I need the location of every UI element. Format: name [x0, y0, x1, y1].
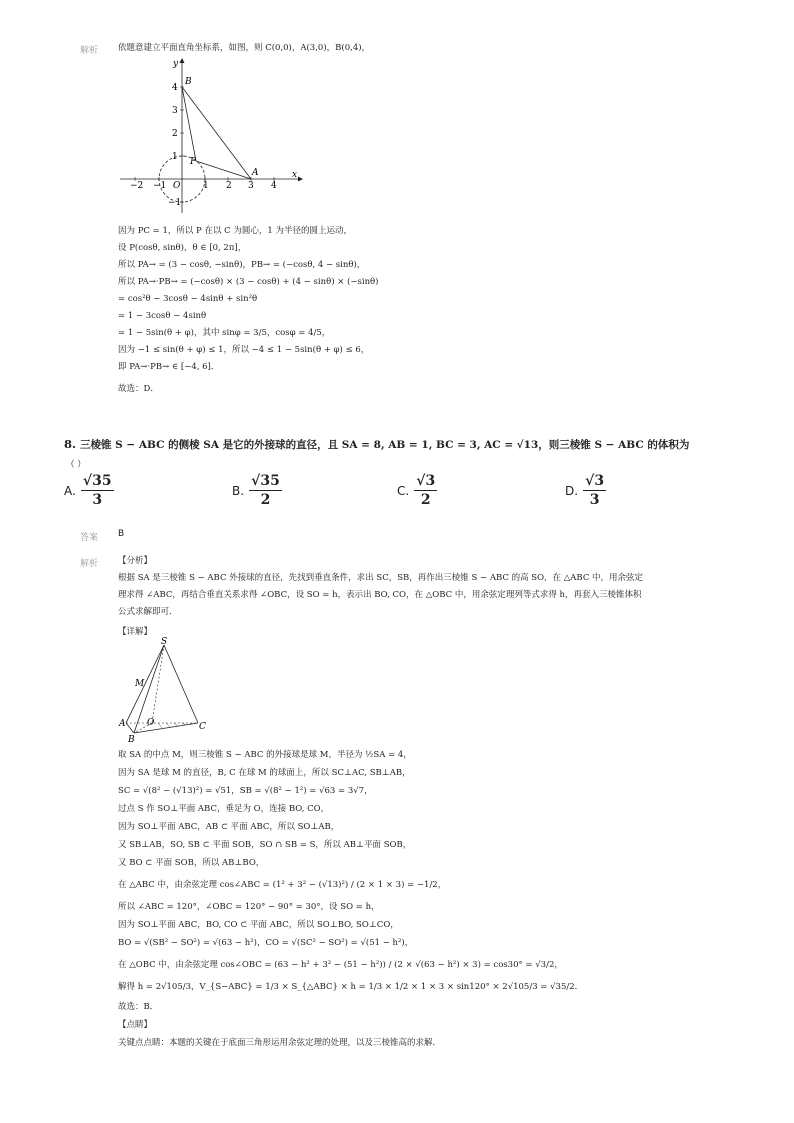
edge-sa	[126, 645, 164, 723]
option-label: D.	[565, 484, 579, 498]
analysis-block	[118, 555, 643, 638]
point-label-b: B	[185, 77, 192, 87]
label-s: S	[161, 637, 168, 647]
x-tick: 3	[248, 181, 254, 191]
solution-body	[118, 225, 379, 395]
answer-tag: 答案	[80, 533, 99, 543]
label-a: A	[119, 719, 126, 729]
option-fraction: $\frac{√3}{3}$	[585, 473, 605, 508]
solution-line: = 1 − 5sin(θ + φ)，其中 sinφ = 3/5，cosφ = 4/5，	[118, 328, 331, 338]
detail-line: 取 SA 的中点 M，则三棱锥 S − ABC 的外接球是球 M，半径为 ½SA = 4，	[118, 750, 412, 760]
detail-line: 所以 ∠ABC = 120°，∠OBC = 120° − 90° = 30°，设 SO = h，	[118, 902, 380, 912]
solution-line: 因为 −1 ≤ sin(θ + φ) ≤ 1，所以 −4 ≤ 1 − 5sin(θ + φ) ≤ 6，	[118, 345, 370, 355]
option-d	[565, 473, 606, 508]
option-label: C.	[397, 484, 410, 498]
answer-value: B	[118, 529, 125, 539]
label-m: M	[135, 679, 145, 689]
detail-line: 因为 SA 是球 M 的直径，B, C 在球 M 的球面上，所以 SC⊥AC, SB⊥AB，	[118, 768, 411, 778]
detail-line: 解得 h = 2√105/3，V_{S−ABC} = 1/3 × S_{△ABC} × h = 1/3 × 1/2 × 1 × 3 × sin120° × 2√105/3 = √35/2．	[118, 982, 584, 992]
solution-line: 因为 PC = 1，所以 P 在以 C 为圆心，1 为半径的圆上运动，	[118, 226, 353, 236]
hatch-face	[158, 723, 193, 728]
detail-line: 在 △OBC 中，由余弦定理 cos∠OBC = (63 − h² + 3² − (51 − h²)) / (2 × √(63 − h²) × 3) = cos30° = √3/2，	[118, 960, 563, 970]
x-axis-label: x	[292, 170, 298, 180]
option-label: A.	[64, 484, 76, 498]
label-o: O	[147, 718, 155, 728]
option-fraction: $\frac{√35}{3}$	[82, 473, 112, 508]
detail-line: BO = √(SB² − SO²) = √(63 − h²)，CO = √(SC² − SO²) = √(51 − h²)，	[118, 938, 414, 948]
solution-line: 所以 PA→ = (3 − cosθ, −sinθ)，PB→ = (−cosθ, 4 − sinθ)，	[118, 260, 366, 270]
option-a	[64, 473, 114, 508]
solution-tag: 解析	[80, 46, 99, 56]
analysis-line: 公式求解即可．	[118, 607, 178, 617]
y-tick: −1	[168, 198, 182, 208]
y-axis-arrow	[180, 58, 185, 63]
edge-sc	[164, 645, 198, 723]
comment-text: 关键点点睛：本题的关键在于底面三角形运用余弦定理的处理，以及三棱锥高的求解．	[118, 1038, 442, 1048]
detail-line: 因为 SO⊥平面 ABC，AB ⊂ 平面 ABC，所以 SO⊥AB，	[118, 822, 340, 832]
segment-pa	[196, 161, 251, 179]
solution-line: 即 PA→·PB→ ∈ [−4, 6]．	[118, 362, 220, 372]
detail-line: 又 SB⊥AB，SO, SB ⊂ 平面 SOB，SO ∩ SB = S，所以 AB⊥平面 SOB，	[118, 840, 412, 850]
detail-line: 故选：B．	[118, 1002, 159, 1012]
y-tick: 4	[172, 83, 178, 93]
detail-block	[118, 749, 583, 1049]
detail-line: 因为 SO⊥平面 ABC，BO, CO ⊂ 平面 ABC，所以 SO⊥BO, SO⊥CO，	[118, 920, 399, 930]
solution-intro: 依题意建立平面直角坐标系，如图，则 C(0,0)，A(3,0)，B(0,4)，	[118, 43, 371, 53]
solution-line: 故选：D．	[118, 384, 159, 394]
detail-head: 【详解】	[118, 627, 153, 637]
y-tick: 1	[172, 152, 178, 162]
x-axis-arrow	[298, 177, 303, 182]
y-tick: 3	[172, 106, 178, 116]
segment-bp	[182, 87, 196, 161]
question-8	[64, 436, 689, 453]
analysis-tag: 解析	[80, 559, 99, 569]
label-b: B	[128, 735, 135, 745]
analysis-head: 【分析】	[118, 556, 153, 566]
point-label-a: A	[252, 168, 259, 178]
solution-line: = cos²θ − 3cosθ − 4sinθ + sin²θ	[118, 294, 258, 304]
answer-bracket: （ ）	[66, 460, 86, 470]
y-tick: 2	[172, 129, 178, 139]
detail-line: 过点 S 作 SO⊥平面 ABC，垂足为 O，连接 BO, CO，	[118, 804, 330, 814]
detail-line: 又 BO ⊂ 平面 SOB，所以 AB⊥BO，	[118, 858, 265, 868]
pyramid-figure	[118, 637, 213, 745]
option-b	[232, 473, 282, 508]
detail-line: 在 △ABC 中，由余弦定理 cos∠ABC = (1² + 3² − (√13)²) / (2 × 1 × 3) = −1/2，	[118, 880, 447, 890]
point-label-p: P	[190, 157, 197, 167]
option-label: B.	[232, 484, 245, 498]
question-text: 三棱锥 S − ABC 的侧棱 SA 是它的外接球的直径，且 SA = 8, AB = 1, BC = 3, AC = √13，则三棱锥 S − ABC 的体积为	[80, 439, 690, 451]
edge-ab	[126, 723, 134, 733]
analysis-line: 理求得 ∠ABC，再结合垂直关系求得 ∠OBC，设 SO = h，表示出 BO, CO，在 △OBC 中，用余弦定理列等式求得 h，再套入三棱锥体积	[118, 590, 642, 600]
solution-line: 设 P(cosθ, sinθ)，θ ∈ [0, 2π]，	[118, 243, 247, 253]
analysis-line: 根据 SA 是三棱锥 S − ABC 外接球的直径，先找到垂直条件，求出 SC，SB，再作出三棱锥 S − ABC 的高 SO，在 △ABC 中，用余弦定	[118, 573, 644, 583]
x-tick: 1	[203, 181, 209, 191]
question-number: 8.	[64, 437, 77, 451]
y-axis-label: y	[173, 59, 179, 69]
solution-line: 所以 PA→·PB→ = (−cosθ) × (3 − cosθ) + (4 − sinθ) × (−sinθ)	[118, 277, 379, 287]
x-tick: 2	[226, 181, 232, 191]
solution-line: = 1 − 3cosθ − 4sinθ	[118, 311, 207, 321]
x-tick: 4	[271, 181, 277, 191]
detail-line: SC = √(8² − (√13)²) = √51，SB = √(8² − 1²) = √63 = 3√7，	[118, 786, 373, 796]
x-tick: −2	[130, 181, 144, 191]
x-tick: O	[173, 181, 181, 191]
option-fraction: $\frac{√35}{2}$	[251, 473, 280, 508]
option-c	[397, 473, 437, 508]
label-c: C	[199, 722, 206, 732]
option-fraction: $\frac{√3}{2}$	[416, 473, 436, 508]
coordinate-graph	[110, 55, 305, 220]
comment-head: 【点睛】	[118, 1020, 153, 1030]
x-tick: −1	[153, 181, 167, 191]
